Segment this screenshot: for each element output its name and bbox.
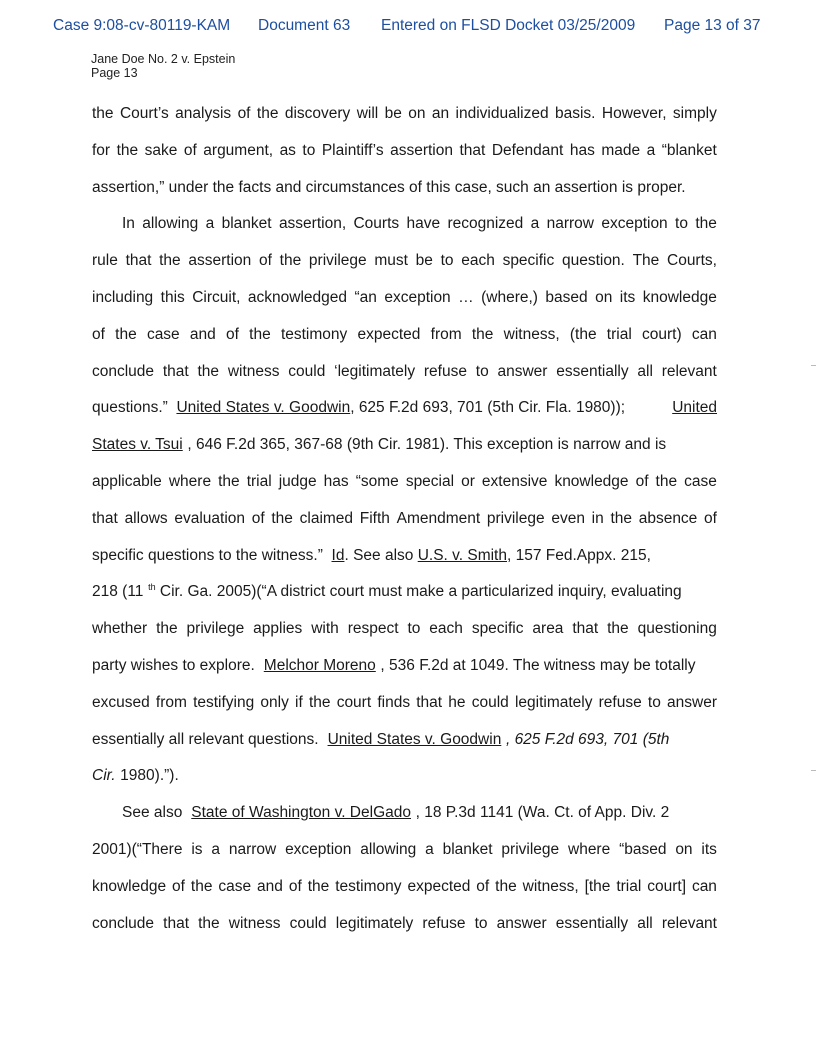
word: assertion — [188, 252, 252, 270]
word: made — [601, 141, 641, 159]
word: answer — [497, 362, 548, 380]
word: knowledge — [554, 472, 629, 490]
word: specific — [471, 620, 524, 638]
word: or — [461, 472, 475, 490]
word: be — [384, 105, 402, 122]
word: recognized — [447, 215, 524, 233]
word: to — [474, 914, 488, 932]
text-line — [92, 832, 717, 869]
word: narrow — [228, 840, 277, 858]
word: trial — [246, 472, 272, 490]
word: its — [701, 840, 717, 858]
citation: United — [672, 399, 717, 417]
word: trial — [616, 877, 642, 895]
word: court) — [642, 325, 682, 343]
word: answer — [496, 914, 547, 932]
word: and — [189, 325, 216, 343]
word: ‘legitimately — [334, 362, 416, 380]
word: sake — [144, 141, 178, 159]
text-line: essentially all relevant questions. United States v. Goodwin , 625 F.2d 693, 701 (5th — [92, 730, 670, 748]
text-line: questions.” United States v. Goodwin, 625 F.2d 693, 701 (5th Cir. Fla. 1980)); United — [92, 390, 717, 427]
word: to — [475, 362, 489, 380]
word: be — [415, 252, 433, 270]
word: the — [607, 620, 629, 638]
word: “blanket — [661, 141, 717, 159]
word: trial — [606, 325, 632, 343]
page-count: Page 13 of 37 — [664, 17, 761, 34]
text-line — [92, 206, 717, 243]
margin-mark — [811, 770, 816, 771]
word: on — [675, 840, 693, 858]
running-header — [91, 52, 235, 80]
word: refuse — [423, 362, 467, 380]
word: case — [146, 325, 180, 343]
text-line: States v. Tsui , 646 F.2d 365, 367-68 (9th Cir. 1981). This exception is narrow and is — [92, 436, 667, 454]
word: Amendment — [396, 509, 481, 527]
word: based — [545, 288, 588, 306]
word: of — [704, 509, 717, 527]
text-line: See also State of Washington v. DelGado , 18 P.3d 1141 (Wa. Ct. of App. Div. 2 — [122, 804, 670, 822]
word: is — [191, 840, 203, 858]
word: evaluation — [174, 509, 246, 527]
word: analysis — [175, 105, 232, 122]
text-line: specific questions to the witness.” Id. See also U.S. v. Smith, 157 Fed.Appx. 215, — [92, 546, 651, 564]
word: privilege — [501, 840, 560, 858]
word: narrow — [546, 215, 594, 233]
text-line — [92, 611, 717, 648]
word: simply — [672, 105, 717, 122]
text-line — [92, 906, 717, 943]
word: to — [675, 215, 688, 233]
word: only — [260, 693, 289, 711]
word: legitimately — [514, 693, 593, 711]
word: have — [406, 215, 441, 233]
word: whether — [92, 620, 148, 638]
docket-entry: Entered on FLSD Docket 03/25/2009 — [381, 17, 636, 34]
word: that — [163, 914, 190, 932]
word: to — [302, 141, 316, 159]
word: 2001)(“There — [92, 840, 183, 858]
word: on — [595, 288, 613, 306]
word: all — [637, 914, 653, 932]
word: of — [226, 325, 239, 343]
word: excused — [92, 693, 150, 711]
word: this — [160, 288, 185, 306]
word: assertion — [390, 141, 453, 159]
citation: United States v. Goodwin — [176, 399, 351, 417]
word: to — [440, 252, 454, 270]
margin-mark — [811, 365, 816, 366]
text-line — [92, 685, 717, 722]
word: where — [168, 472, 212, 490]
word: on — [408, 105, 426, 122]
word: conclude — [92, 362, 155, 380]
word: finds — [377, 693, 411, 711]
word: of — [172, 877, 185, 895]
word: he — [448, 693, 466, 711]
word: including — [92, 288, 154, 306]
word: the — [471, 325, 494, 343]
word: must — [374, 252, 408, 270]
word: basis. — [555, 105, 596, 122]
word: the — [495, 877, 517, 895]
word: exception — [285, 840, 352, 858]
word: … — [458, 288, 474, 306]
word: legitimately — [335, 914, 414, 932]
word: its — [619, 288, 636, 306]
word: has — [569, 141, 595, 159]
word: “based — [619, 840, 667, 858]
word: the — [198, 914, 220, 932]
word: case — [218, 877, 252, 895]
word: a — [425, 840, 434, 858]
case-caption: Jane Doe No. 2 v. Epstein — [91, 52, 236, 66]
word: privilege — [308, 252, 367, 270]
word: essentially — [555, 914, 629, 932]
word: “some — [355, 472, 399, 490]
citation: States v. Tsui — [92, 436, 183, 454]
text-line — [92, 280, 717, 317]
word: the — [655, 472, 678, 490]
word: the — [190, 877, 213, 895]
word: of — [237, 105, 251, 122]
word: of — [476, 877, 490, 895]
word: a — [211, 840, 220, 858]
word: applicable — [92, 472, 162, 490]
word: of — [288, 877, 302, 895]
word: (where,) — [481, 288, 538, 306]
word: expected — [357, 325, 421, 343]
word: the — [271, 509, 293, 527]
word: for — [92, 141, 111, 159]
word: allowing — [360, 840, 417, 858]
word: exception — [384, 288, 451, 306]
word: The — [632, 252, 660, 270]
word: testimony — [335, 877, 402, 895]
text-line: Cir. 1980).”). — [92, 767, 179, 785]
document-number: Document 63 — [258, 17, 351, 34]
word: to — [407, 620, 421, 638]
word: testifying — [193, 693, 255, 711]
word: expected — [407, 877, 471, 895]
citation: State of Washington v. DelGado — [191, 804, 411, 822]
word: witness — [227, 362, 280, 380]
word: allows — [124, 509, 168, 527]
word: the — [279, 252, 302, 270]
word: all — [637, 362, 653, 380]
word: to — [647, 693, 661, 711]
word: argument, — [203, 141, 274, 159]
word: witness — [228, 914, 281, 932]
citation: Id — [331, 546, 345, 564]
word: a — [205, 215, 215, 233]
word: Circuit, — [192, 288, 241, 306]
word: Fifth — [359, 509, 390, 527]
text-line — [92, 354, 717, 391]
word: the — [610, 509, 632, 527]
word: the — [307, 877, 330, 895]
word: the — [218, 472, 240, 490]
word: Court’s — [119, 105, 169, 122]
body-text — [92, 96, 717, 942]
text-line — [92, 464, 717, 501]
word: special — [405, 472, 455, 490]
word: exception — [601, 215, 668, 233]
text-line — [92, 243, 717, 280]
word: In — [122, 215, 135, 233]
text-line: 218 (11 $^{th}$ Cir. Ga. 2005)(“A district court must make a particularized inquiry, evaluating — [92, 582, 682, 601]
word: questioning — [637, 620, 717, 638]
word: allowing — [142, 215, 199, 233]
word: witness, — [522, 877, 579, 895]
word: has — [323, 472, 349, 490]
word: an — [431, 105, 450, 122]
text-line: assertion,” under the facts and circumstances of this case, such an assertion is proper. — [92, 178, 686, 196]
word: a — [530, 215, 540, 233]
word: Plaintiff’s — [321, 141, 384, 159]
citation: U.S. v. Smith — [417, 546, 507, 564]
word: each — [429, 620, 463, 638]
word: question. — [561, 252, 625, 270]
word: privilege — [486, 509, 545, 527]
word: from — [430, 325, 462, 343]
word: of — [92, 325, 105, 343]
word: that — [459, 141, 486, 159]
word: could — [471, 693, 509, 711]
word: the — [249, 325, 271, 343]
word: claimed — [299, 509, 354, 527]
word: blanket — [442, 840, 493, 858]
citation: United States v. Goodwin — [327, 730, 502, 748]
word: from — [155, 693, 187, 711]
text-line — [92, 869, 717, 906]
word: that — [416, 693, 443, 711]
word: Defendant — [491, 141, 564, 159]
word: However, — [601, 105, 667, 122]
word: refuse — [598, 693, 642, 711]
word: area — [532, 620, 564, 638]
word: will — [356, 105, 379, 122]
word: court — [336, 693, 372, 711]
word: witness, — [503, 325, 560, 343]
word: the — [256, 105, 279, 122]
word: of — [259, 252, 272, 270]
word: that — [162, 362, 189, 380]
word: the — [308, 693, 331, 711]
word: of — [251, 509, 265, 527]
word: where — [568, 840, 611, 858]
word: essentially — [556, 362, 629, 380]
word: specific — [502, 252, 555, 270]
word: with — [311, 620, 339, 638]
word: applies — [253, 620, 303, 638]
word: knowledge — [642, 288, 717, 306]
word: conclude — [92, 914, 155, 932]
word: if — [295, 693, 303, 711]
text-line — [92, 317, 717, 354]
word: judge — [278, 472, 317, 490]
word: acknowledged — [247, 288, 348, 306]
text-line — [92, 96, 717, 133]
word: respect — [347, 620, 399, 638]
word: that — [125, 252, 152, 270]
word: the — [115, 325, 137, 343]
word: refuse — [422, 914, 466, 932]
word: blanket — [221, 215, 272, 233]
word: that — [572, 620, 599, 638]
word: relevant — [661, 362, 717, 380]
word: Courts, — [667, 252, 717, 270]
word: (the — [569, 325, 597, 343]
word: answer — [667, 693, 717, 711]
word: the — [156, 620, 178, 638]
text-line: party wishes to explore. Melchor Moreno , 536 F.2d at 1049. The witness may be totally — [92, 656, 696, 674]
word: of — [183, 141, 197, 159]
word: could — [289, 914, 327, 932]
word: the — [92, 105, 114, 122]
word: absence — [638, 509, 698, 527]
text-line — [92, 133, 717, 170]
word: court] — [647, 877, 687, 895]
word: in — [591, 509, 604, 527]
word: a — [646, 141, 656, 159]
word: each — [461, 252, 495, 270]
case-number: Case 9:08-cv-80119-KAM — [53, 17, 231, 34]
word: assertion, — [278, 215, 347, 233]
word: knowledge — [92, 877, 167, 895]
word: testimony — [280, 325, 348, 343]
word: even — [551, 509, 585, 527]
page-label: Page 13 — [91, 66, 138, 80]
word: the — [116, 141, 139, 159]
word: relevant — [661, 914, 717, 932]
word: [the — [584, 877, 611, 895]
word: the — [159, 252, 181, 270]
word: could — [288, 362, 326, 380]
word: case — [684, 472, 717, 490]
word: privilege — [186, 620, 245, 638]
word: can — [691, 325, 717, 343]
word: “an — [354, 288, 377, 306]
text-line — [92, 501, 717, 538]
word: the — [197, 362, 220, 380]
word: discovery — [284, 105, 351, 122]
word: the — [695, 215, 717, 233]
word: and — [257, 877, 283, 895]
word: can — [691, 877, 717, 895]
word: Courts — [353, 215, 400, 233]
word: individualized — [455, 105, 549, 122]
citation: Melchor Moreno — [263, 656, 376, 674]
word: rule — [92, 252, 118, 270]
word: extensive — [481, 472, 548, 490]
word: of — [635, 472, 649, 490]
word: that — [92, 509, 118, 527]
word: as — [279, 141, 296, 159]
